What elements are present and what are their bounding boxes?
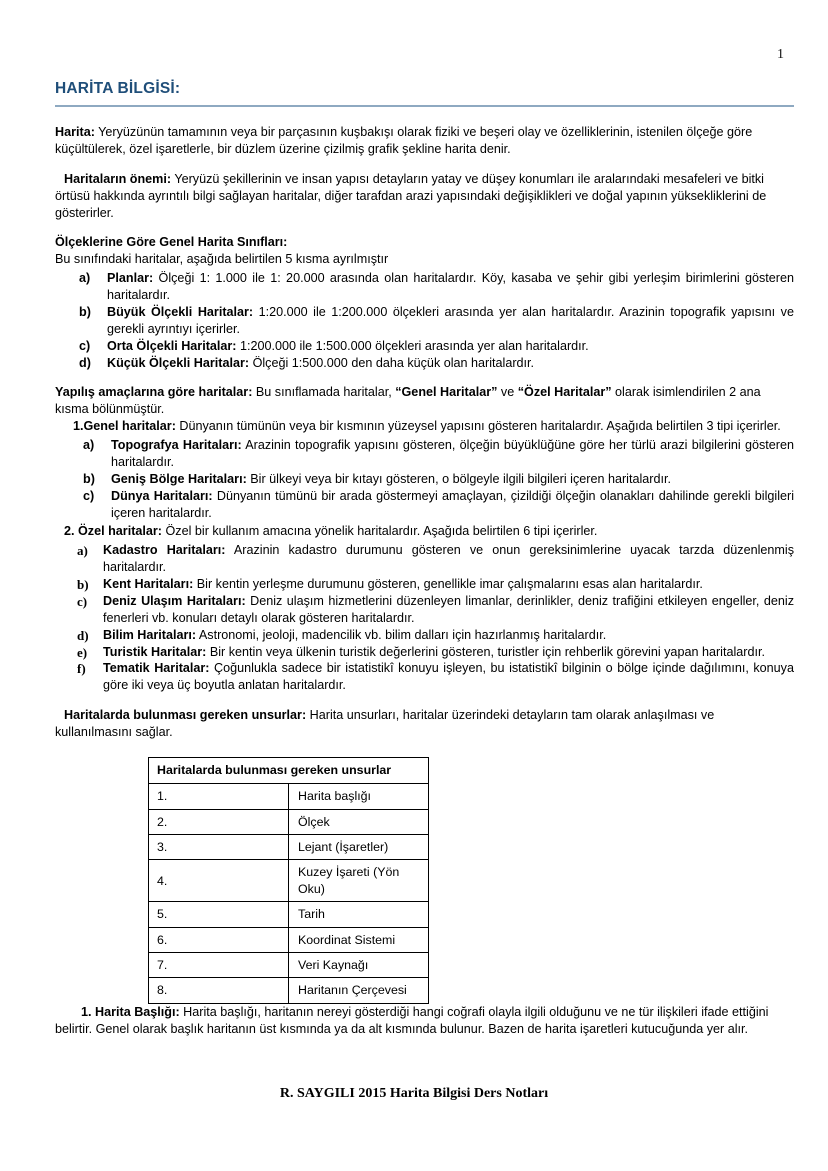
table-cell-number: 2.	[149, 809, 289, 834]
list-marker: f)	[77, 661, 86, 677]
list-item-term: Turistik Haritalar:	[103, 644, 207, 659]
table-cell-number: 1.	[149, 784, 289, 809]
table-row	[149, 835, 429, 860]
list-item	[55, 660, 794, 694]
list-item-text: Deniz ulaşım hizmetlerini düzenleyen limanlar, derinlikler, deniz trafiğini etkileyen engeller, deniz fenerleri vb. konuları detaylı olarak gösteren haritalardır.	[103, 593, 794, 625]
list-marker: a)	[77, 543, 88, 559]
table-cell-value: Harita başlığı	[289, 784, 429, 809]
list-item-term: Orta Ölçekli Haritalar:	[107, 338, 237, 353]
table-cell-number: 7.	[149, 952, 289, 977]
table-row	[149, 952, 429, 977]
paragraph-general-maps	[55, 418, 794, 435]
list-item-term: Topografya Haritaları:	[111, 438, 242, 452]
table-row	[149, 809, 429, 834]
scale-section-title: Ölçeklerine Göre Genel Harita Sınıfları:	[55, 235, 288, 250]
list-item-text: Bir kentin yerleşme durumunu gösteren, genellikle imar çalışmalarını esas alan haritalardır.	[193, 577, 703, 591]
list-item-text: Bir kentin veya ülkenin turistik değerlerini gösteren, turistler için rehberlik görevini yapan haritalardır.	[206, 644, 765, 659]
list-item-text: Çoğunlukla sadece bir istatistikî konuyu işleyen, bu istatistikî bilginin o bölge içinde dağılımını, konuya göre iki veya üç boyutla anlatan haritalardır.	[103, 661, 794, 693]
scale-map-list	[55, 270, 794, 371]
paragraph-closing	[55, 1004, 794, 1038]
heading-divider	[55, 105, 794, 107]
list-item	[55, 338, 794, 355]
list-item-term: Kent Haritaları:	[103, 577, 194, 591]
scale-section-intro: Bu sınıfındaki haritalar, aşağıda belirtilen 5 kısma ayrılmıştır	[55, 252, 389, 267]
table-cell-value: Lejant (İşaretler)	[289, 835, 429, 860]
purpose-term: Yapılış amaçlarına göre haritalar:	[55, 385, 253, 400]
paragraph-definition	[55, 124, 794, 158]
purpose-quote-general: “Genel Haritalar”	[395, 385, 498, 400]
list-item-text: Dünyanın tümünü bir arada göstermeyi amaçlayan, çizildiği ölçeğin olanakları dahilinde gerekli bilgileri içeren haritalardır.	[111, 488, 795, 520]
special-map-list	[55, 542, 794, 694]
list-marker: a)	[83, 438, 95, 452]
paragraph-special-maps	[55, 523, 794, 540]
list-item	[55, 488, 794, 522]
list-marker: d)	[77, 627, 89, 643]
elements-intro-term: Haritalarda bulunması gereken unsurlar:	[64, 708, 307, 723]
page-title: HARİTA BİLGİSİ:	[55, 80, 181, 97]
list-item-term: Dünya Haritaları:	[111, 488, 213, 503]
list-item-term: Büyük Ölçekli Haritalar:	[107, 304, 254, 319]
importance-term: Haritaların önemi:	[64, 171, 172, 186]
list-item	[55, 627, 794, 644]
list-item-text: 1:20.000 ile 1:200.000 ölçekleri arasında yer alan haritalardır. Arazinin topografik yapısını ve gerekli ayrıntıyı içerirler.	[107, 304, 794, 336]
list-marker: c)	[77, 593, 88, 609]
general-maps-term: 1.Genel haritalar:	[73, 419, 176, 434]
table-cell-number: 6.	[149, 927, 289, 952]
list-marker: a)	[79, 271, 91, 286]
table-row	[149, 902, 429, 927]
list-item	[55, 542, 794, 576]
general-maps-text: Dünyanın tümünün veya bir kısmının yüzeysel yapısını gösteren haritalardır. Aşağıda belirtilen 3 tipi içerirler.	[175, 419, 781, 434]
list-item-term: Kadastro Haritaları:	[103, 543, 226, 558]
importance-text: Yeryüzü şekillerinin ve insan yapısı detayların yatay ve düşey konumları ile aralarındaki mesafeleri ve bitki örtüsü hakkında ayrıntılı bilgi sağlayan haritalar, diğer tarafdan arazi yapısındaki değişiklikleri ve doğal yapının yüksekliklerini de gösterirler.	[55, 171, 767, 220]
elements-table-wrapper	[148, 757, 794, 1004]
table-cell-number: 3.	[149, 835, 289, 860]
list-item	[55, 471, 794, 488]
purpose-text-3: olarak isimlendirilen 2 ana kısma bölünmüştür.	[55, 385, 761, 417]
table-header-row	[149, 757, 429, 783]
special-maps-text: Özel bir kullanım amacına yönelik haritalardır. Aşağıda belirtilen 6 tipi içerirler.	[162, 524, 598, 539]
list-item	[55, 593, 794, 627]
list-marker: c)	[83, 488, 95, 503]
purpose-quote-special: “Özel Haritalar”	[517, 385, 612, 400]
purpose-text-2: ve	[497, 385, 518, 400]
table-row	[149, 978, 429, 1003]
paragraph-elements-intro	[55, 707, 794, 741]
definition-term: Harita:	[55, 125, 95, 139]
list-item-text: Bir ülkeyi veya bir kıtayı gösteren, o bölgeyle ilgili bilgileri içeren haritalardır.	[246, 471, 671, 486]
list-item	[55, 355, 794, 372]
document-footer: R. SAYGILI 2015 Harita Bilgisi Ders Notları	[279, 1086, 549, 1101]
table-cell-value: Koordinat Sistemi	[289, 927, 429, 952]
list-item-text: Ölçeği 1: 1.000 ile 1: 20.000 arasında olan haritalardır. Köy, kasaba ve şehir gibi yerleşim birimlerini gösteren haritalardır.	[107, 271, 794, 302]
list-item-text: Ölçeği 1:500.000 den daha küçük olan haritalardır.	[249, 355, 535, 370]
table-header-cell: Haritalarda bulunması gereken unsurlar	[149, 757, 429, 783]
closing-text: Harita başlığı, haritanın nereyi gösterdiği hangi coğrafi olayla ilgili olduğunu ve ne tür ilişkileri ifade ettiğini belirtir. Genel olarak başlık haritanın üst kısmında ya da alt kısmında bulunur. Bazen de harita işaretleri kutucuğunda yer alır.	[55, 1004, 769, 1036]
page-number: 1	[777, 47, 784, 62]
table-cell-value: Kuzey İşareti (Yön Oku)	[289, 860, 429, 902]
table-row	[149, 784, 429, 809]
list-item-term: Tematik Haritalar:	[103, 661, 210, 676]
paragraph-importance	[55, 171, 794, 222]
list-item-text: 1:200.000 ile 1:500.000 ölçekleri arasında yer alan haritalardır.	[236, 338, 589, 353]
list-marker: b)	[77, 577, 89, 592]
table-row	[149, 860, 429, 902]
list-item	[55, 644, 794, 661]
table-cell-number: 4.	[149, 860, 289, 902]
list-item	[55, 304, 794, 338]
general-map-list	[55, 437, 794, 521]
table-row	[149, 927, 429, 952]
list-item-term: Deniz Ulaşım Haritaları:	[103, 593, 246, 608]
table-cell-value: Ölçek	[289, 809, 429, 834]
list-marker: b)	[83, 471, 95, 486]
table-cell-value: Veri Kaynağı	[289, 952, 429, 977]
paragraph-purpose	[55, 384, 794, 418]
purpose-text-1: Bu sınıflamada haritalar,	[252, 385, 396, 400]
definition-text: Yeryüzünün tamamının veya bir parçasının kuşbakışı olarak fiziki ve beşeri olay ve özelliklerinin, istenilen ölçeğe göre küçültülerek, özel işaretlerle, bir düzlem üzerine çizilmiş grafik şekline harita denir.	[55, 125, 753, 156]
list-item-text: Arazinin topografik yapısını gösteren, ölçeğin büyüklüğüne göre her türlü arazi bilgilerini gösteren haritalardır.	[111, 438, 794, 469]
list-item	[55, 270, 794, 304]
list-marker: d)	[79, 355, 91, 370]
closing-term: 1. Harita Başlığı:	[81, 1004, 180, 1019]
list-item-text: Arazinin kadastro durumunu gösteren ve onun gereksinimlerine uyacak tarzda düzenlenmiş haritalardır.	[103, 543, 794, 575]
list-marker: c)	[79, 338, 91, 353]
table-cell-number: 5.	[149, 902, 289, 927]
table-cell-number: 8.	[149, 978, 289, 1003]
list-item-term: Küçük Ölçekli Haritalar:	[107, 355, 250, 370]
elements-intro-text: Harita unsurları, haritalar üzerindeki detayların tam olarak anlaşılması ve kullanılmasını sağlar.	[55, 708, 715, 739]
list-item-term: Geniş Bölge Haritaları:	[111, 471, 247, 486]
list-marker: b)	[79, 304, 91, 319]
list-item-text: Astronomi, jeoloji, madencilik vb. bilim dalları için hazırlanmış haritalardır.	[196, 627, 607, 642]
document-content	[55, 80, 794, 1050]
list-marker: e)	[77, 644, 88, 660]
list-item-term: Bilim Haritaları:	[103, 627, 197, 642]
table-cell-value: Tarih	[289, 902, 429, 927]
list-item	[55, 576, 794, 593]
table-cell-value: Haritanın Çerçevesi	[289, 978, 429, 1003]
special-maps-term: 2. Özel haritalar:	[64, 524, 162, 539]
elements-table	[148, 757, 429, 1004]
list-item	[55, 437, 794, 471]
list-item-term: Planlar:	[107, 271, 154, 286]
